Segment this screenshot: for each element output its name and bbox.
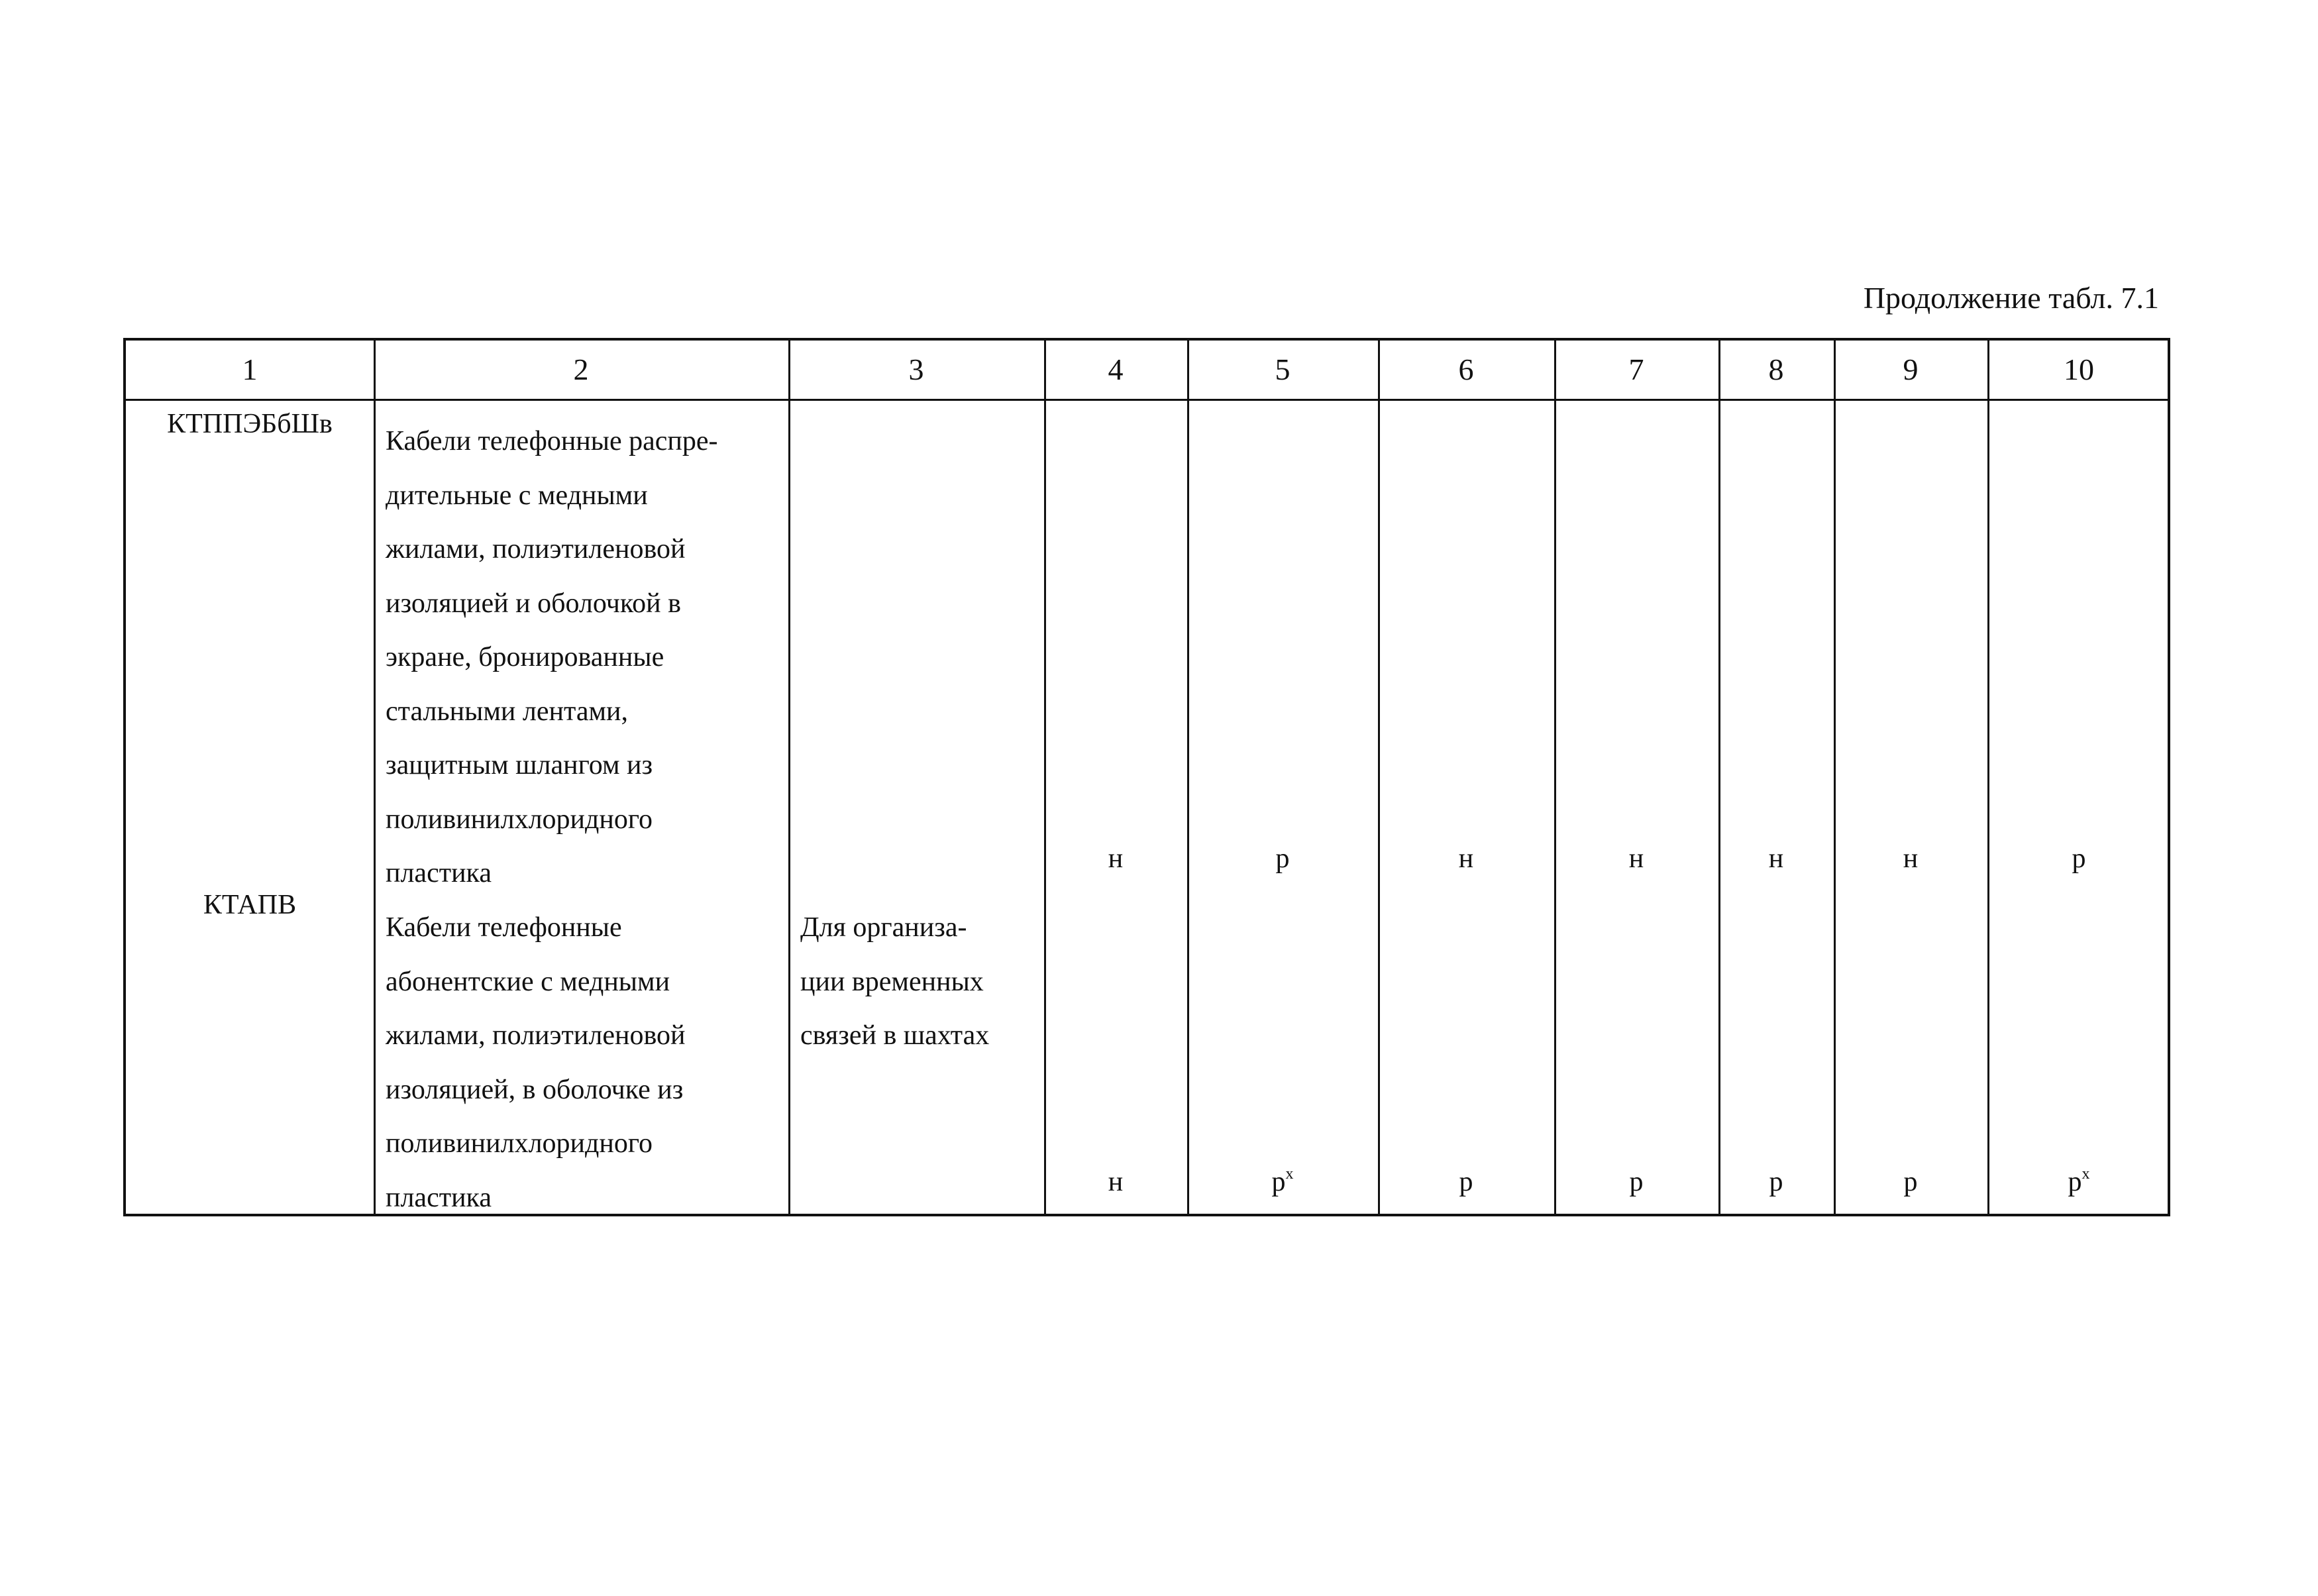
column-header-3: 3 [908, 352, 924, 386]
row-2-description [386, 901, 783, 1225]
column-divider [1987, 341, 1989, 1214]
column-header-10: 10 [2064, 352, 2094, 386]
description-line: стальными лентами, [386, 696, 629, 727]
row-1-mark-col-9: н [1903, 843, 1919, 874]
column-divider [788, 341, 790, 1214]
column-divider [1554, 341, 1556, 1214]
purpose-line: связей в шахтах [800, 1020, 990, 1051]
description-line: Кабели телефонные [386, 912, 622, 943]
row-1-mark-col-8: н [1768, 843, 1784, 874]
description-line: защитным шлангом из [386, 750, 653, 780]
description-line: Кабели телефонные распре- [386, 426, 718, 456]
column-header-2: 2 [573, 352, 589, 386]
row-1-mark-col-6: н [1458, 843, 1474, 874]
row-2-mark-col-10: $р^х$ [2068, 1165, 2090, 1197]
description-line: изоляцией и оболочкой в [386, 588, 681, 619]
column-header-8: 8 [1768, 352, 1784, 386]
description-line: изоляцией, в оболочке из [386, 1074, 684, 1105]
column-divider [1187, 341, 1189, 1214]
purpose-line: ции временных [800, 966, 984, 997]
header-divider [126, 399, 2168, 401]
column-header-6: 6 [1458, 352, 1474, 386]
column-header-7: 7 [1628, 352, 1644, 386]
column-divider [374, 341, 376, 1214]
table-caption: Продолжение табл. 7.1 [1863, 281, 2159, 315]
purpose-line: Для организа- [800, 912, 967, 943]
column-divider [1044, 341, 1046, 1214]
column-divider [1834, 341, 1836, 1214]
column-header-9: 9 [1903, 352, 1919, 386]
row-2-mark-col-9: р [1903, 1167, 1918, 1197]
column-header-1: 1 [242, 352, 258, 386]
row-1-mark-col-4: н [1108, 843, 1124, 874]
row-1-description [386, 415, 783, 901]
description-line: поливинилхлоридного [386, 1128, 653, 1159]
row-2-mark-col-4: н [1108, 1167, 1124, 1197]
row-1-code: КТППЭБбШв [167, 409, 333, 439]
description-line: жилами, полиэтиленовой [386, 534, 686, 564]
description-line: экране, бронированные [386, 642, 664, 672]
description-line: жилами, полиэтиленовой [386, 1020, 686, 1051]
row-2-mark-col-8: р [1769, 1167, 1783, 1197]
row-2-purpose [800, 901, 1052, 1063]
row-2-mark-col-6: р [1459, 1167, 1473, 1197]
data-table [123, 338, 2170, 1216]
row-2-mark-col-5: $р^х$ [1271, 1165, 1294, 1197]
description-line: пластика [386, 1182, 492, 1213]
row-2-code: КТАПВ [203, 890, 297, 920]
description-line: пластика [386, 858, 492, 888]
row-1-mark-col-7: н [1628, 843, 1644, 874]
column-divider [1378, 341, 1380, 1214]
description-line: дительные с медными [386, 480, 648, 511]
row-1-mark-col-10: р [2072, 843, 2086, 874]
description-line: абонентские с медными [386, 966, 670, 997]
row-2-mark-col-7: р [1629, 1167, 1644, 1197]
row-1-mark-col-5: р [1275, 843, 1290, 874]
column-divider [1718, 341, 1720, 1214]
column-header-4: 4 [1108, 352, 1124, 386]
description-line: поливинилхлоридного [386, 804, 653, 835]
column-header-5: 5 [1275, 352, 1291, 386]
